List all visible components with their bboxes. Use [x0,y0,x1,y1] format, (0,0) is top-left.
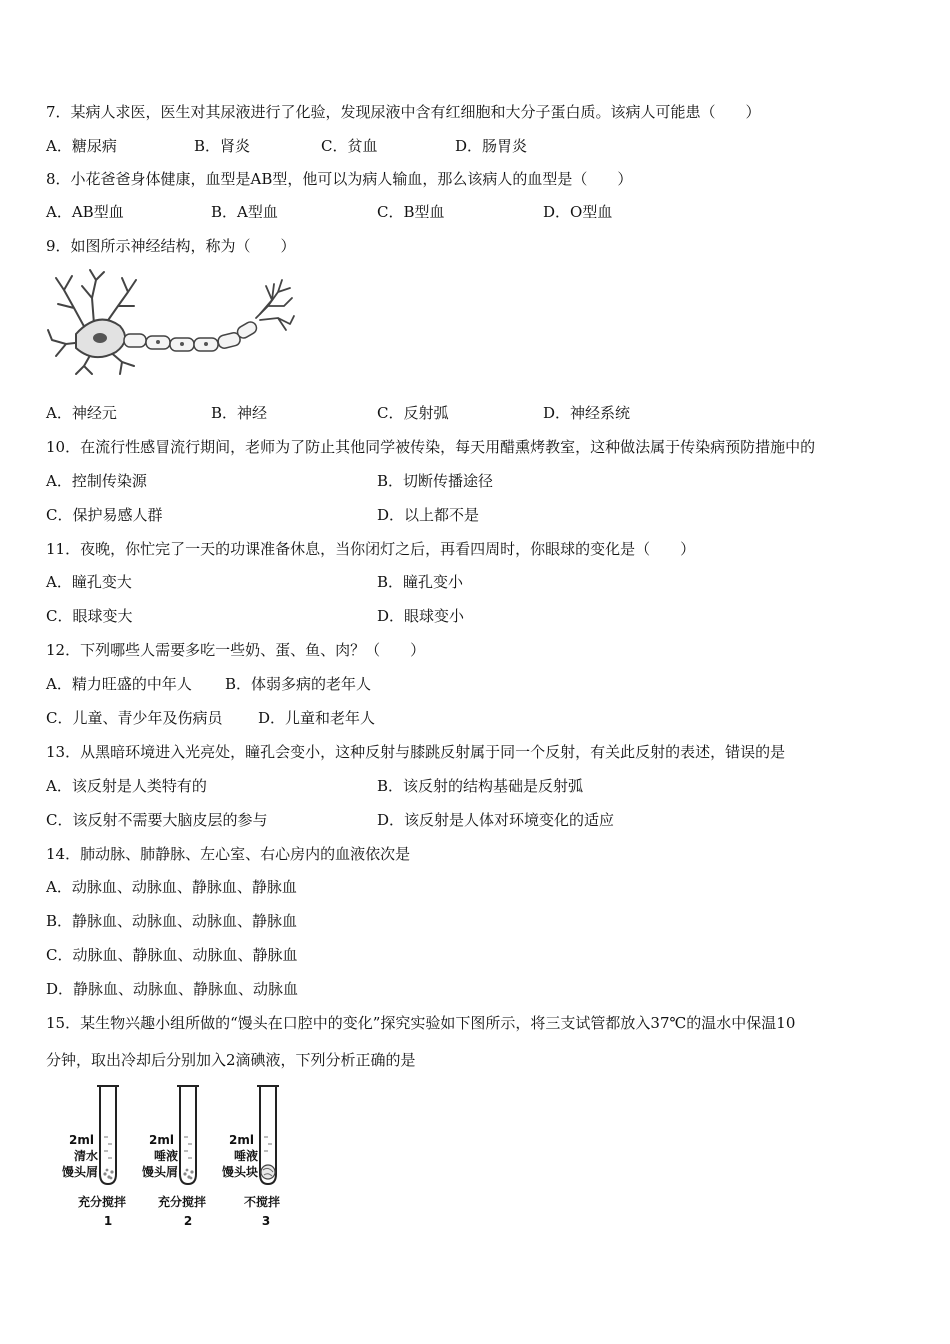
q14-option-d: D．静脉血、动脉血、静脉血、动脉血 [46,980,299,998]
q14-option-a: A．动脉血、动脉血、静脉血、静脉血 [46,878,297,896]
tube-2-number: 2 [183,1214,193,1228]
tube-1-action: 充分搅拌 [77,1195,127,1209]
q12-option-c: C．儿童、青少年及伤病员 [46,709,223,727]
q11-option-b: B．瞳孔变小 [377,573,464,591]
q10-option-a: A．控制传染源 [46,472,147,490]
q7-option-b: B．肾炎 [194,137,251,155]
q13-option-b: B．该反射的结构基础是反射弧 [377,777,584,795]
q11-stem: 11．夜晚，你忙完了一天的功课准备休息，当你闭灯之后，再看四周时，你眼球的变化是（ ） [46,540,696,558]
q9-option-c: C．反射弧 [377,404,449,422]
test-tube-1 [62,1086,126,1228]
tube-2-liquid: 唾液 [153,1149,178,1163]
q14-option-b: B．静脉血、动脉血、动脉血、静脉血 [46,912,298,930]
tube-2-volume: 2ml [149,1133,174,1147]
tube-3-volume: 2ml [229,1133,254,1147]
tube-1-number: 1 [103,1214,113,1228]
q13-option-a: A．该反射是人类特有的 [46,777,207,795]
q13-option-d: D．该反射是人体对环境变化的适应 [377,811,615,829]
q12-option-d: D．儿童和老年人 [258,709,376,727]
neuron-figure [46,268,296,376]
q9-option-d: D．神经系统 [543,404,631,422]
q13-stem: 13．从黑暗环境进入光亮处，瞳孔会变小，这种反射与膝跳反射属于同一个反射，有关此反射的表述，错误的是 [46,743,786,761]
tube-3-liquid: 唾液 [233,1149,258,1163]
q14-option-c: C．动脉血、静脉血、动脉血、静脉血 [46,946,298,964]
q13-option-c: C．该反射不需要大脑皮层的参与 [46,811,268,829]
q7-option-c: C．贫血 [321,137,378,155]
tube-1-solid: 馒头屑 [61,1165,98,1179]
tube-3-action: 不搅拌 [243,1195,281,1209]
q8-stem: 8．小花爸爸身体健康，血型是AB型，他可以为病人输血，那么该病人的血型是（ ） [46,170,633,188]
q10-option-c: C．保护易感人群 [46,506,163,524]
tube-2-solid: 馒头屑 [141,1165,178,1179]
q9-option-b: B．神经 [211,404,268,422]
tube-1-volume: 2ml [69,1133,94,1147]
q11-option-d: D．眼球变小 [377,607,465,625]
q9-option-a: A．神经元 [46,404,117,422]
q15-stem-line2: 分钟，取出冷却后分别加入2滴碘液，下列分析正确的是 [46,1051,416,1069]
q14-stem: 14．肺动脉、肺静脉、左心室、右心房内的血液依次是 [46,845,411,863]
tube-1-liquid: 清水 [73,1149,98,1163]
q8-option-a: A．AB型血 [46,203,124,221]
q11-option-a: A．瞳孔变大 [46,573,132,591]
q10-option-b: B．切断传播途径 [377,472,494,490]
q8-option-c: C．B型血 [377,203,445,221]
q12-stem: 12．下列哪些人需要多吃一些奶、蛋、鱼、肉？（ ） [46,641,426,659]
test-tubes-figure [56,1082,296,1234]
q8-option-d: D．O型血 [543,203,613,221]
test-tube-2 [142,1086,206,1228]
q7-option-a: A．糖尿病 [46,137,117,155]
q10-stem: 10．在流行性感冒流行期间，老师为了防止其他同学被传染，每天用醋熏烤教室，这种做法属于传染病预防措施中的 [46,438,816,456]
tube-2-action: 充分搅拌 [157,1195,207,1209]
q8-option-b: B．A型血 [211,203,278,221]
q11-option-c: C．眼球变大 [46,607,133,625]
q7-stem: 7．某病人求医，医生对其尿液进行了化验，发现尿液中含有红细胞和大分子蛋白质。该病人可能患（ ） [46,103,761,121]
q12-option-a: A．精力旺盛的中年人 [46,675,192,693]
tube-3-number: 3 [261,1214,271,1228]
q9-stem: 9．如图所示神经结构，称为（ ） [46,237,296,255]
q10-option-d: D．以上都不是 [377,506,480,524]
q12-option-b: B．体弱多病的老年人 [225,675,372,693]
q15-stem-line1: 15．某生物兴趣小组所做的“馒头在口腔中的变化”探究实验如下图所示，将三支试管都放入37℃的温水中保温10 [46,1014,796,1032]
test-tube-3 [222,1086,280,1228]
q7-option-d: D．肠胃炎 [455,137,528,155]
tube-3-solid: 馒头块 [221,1165,258,1179]
